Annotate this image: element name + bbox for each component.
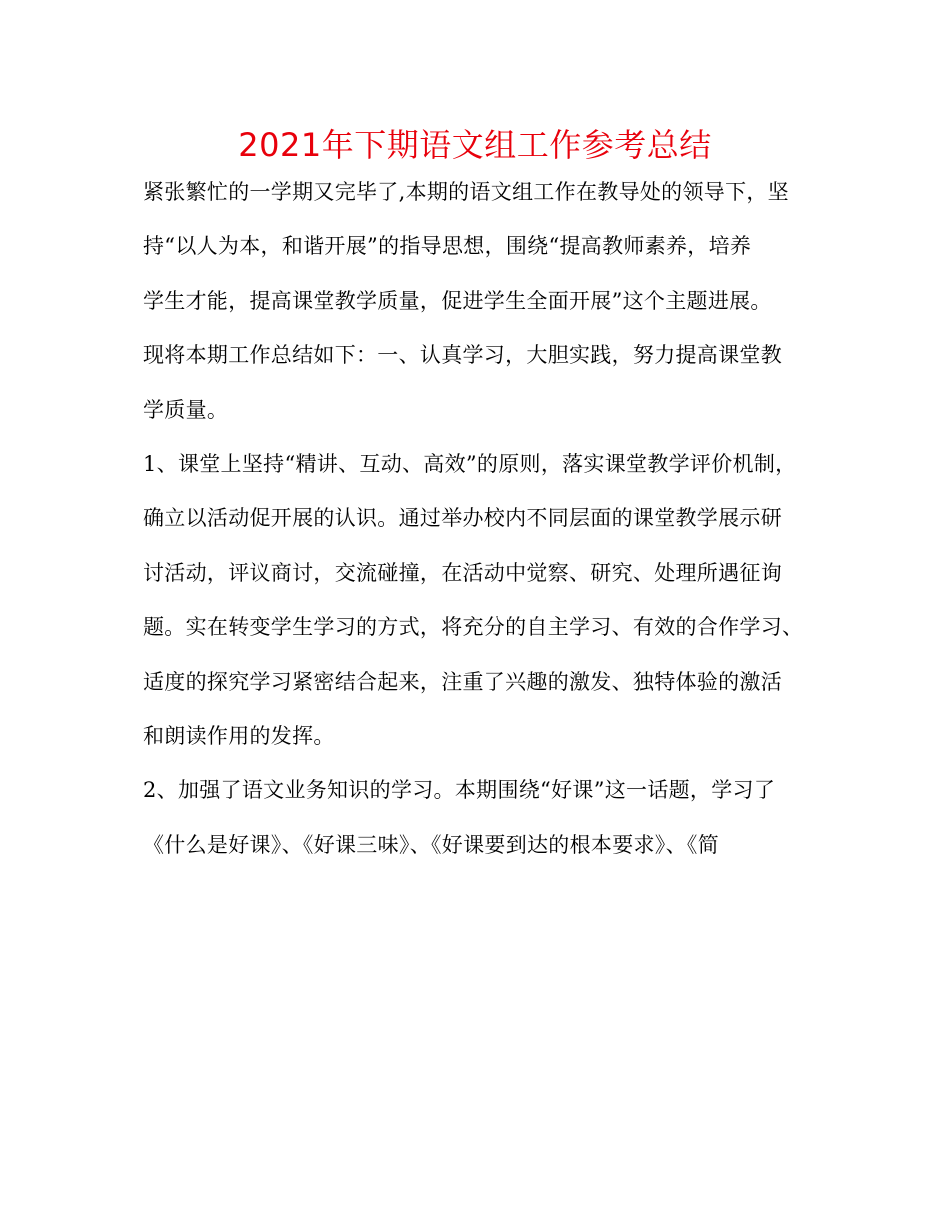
body-line: 《什么是好课》、《好课三味》、《好课要到达的根本要求》、《简 [143,832,719,857]
document-title: 2021年下期语文组工作参考总结 [238,126,712,164]
body-line: 2、加强了语文业务知识的学习。本期围绕“好课”这一话题，学习了 [143,778,776,803]
document-body [143,170,813,877]
body-line: 1、课堂上坚持“精讲、互动、高效”的原则，落实课堂教学评价机制， [143,451,797,476]
body-line: 适度的探究学习紧密结合起来，注重了兴趣的激发、独特体验的激活 [143,669,782,694]
body-line: 讨活动，评议商讨，交流碰撞，在活动中觉察、研究、处理所遇征询 [143,560,782,585]
body-line: 学生才能，提高课堂教学质量，促进学生全面开展”这个主题进展。 [143,288,772,313]
body-line: 持“以人为本，和谐开展”的指导思想，围绕“提高教师素养，培养 [143,234,752,259]
body-line: 确立以活动促开展的认识。通过举办校内不同层面的课堂教学展示研 [143,506,782,531]
body-line: 现将本期工作总结如下：一、认真学习，大胆实践，努力提高课堂教 [143,343,782,368]
body-line: 学质量。 [143,397,229,422]
body-line: 题。实在转变学生学习的方式，将充分的自主学习、有效的合作学习、 [143,615,804,640]
body-line: 紧张繁忙的一学期又完毕了,本期的语文组工作在教导处的领导下，坚 [143,180,789,204]
body-line: 和朗读作用的发挥。 [143,723,335,748]
